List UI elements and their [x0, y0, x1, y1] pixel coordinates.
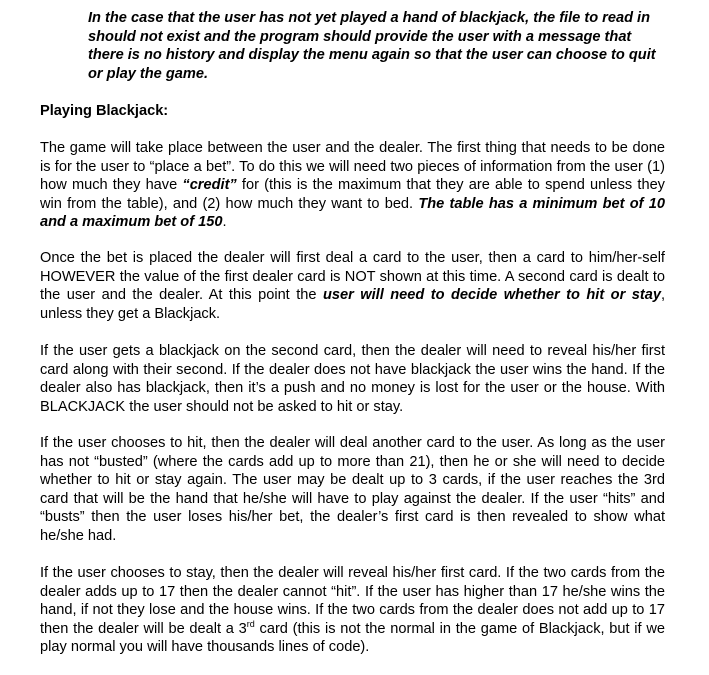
p5-text-a: If the user chooses to stay, then the dealer will reveal his/her first card. If the two cards from the dealer adds up to 17 then the dealer cannot “hit”. If the user has higher than 17 he/she wins the hand, if not they lose and the house wins. If the two cards from the dealer does not add up to 17 then the dealer will be dealt a 3	[40, 565, 665, 637]
paragraph-place-bet	[40, 139, 665, 232]
p5-text-b: card (this is not the normal in the game of Blackjack, but if we play normal you will have thousands lines of code).	[40, 620, 665, 655]
paragraph-deal	[40, 249, 665, 323]
p1-table-limits-emphasis: The table has a minimum bet of 10 and a maximum bet of 150	[40, 195, 665, 230]
p1-text-a: The game will take place between the user and the dealer. The first thing that needs to be done is for the user to “place a bet”. To do this we will need two pieces of information from the user (1) how much they have	[40, 140, 665, 193]
paragraph-blackjack: If the user gets a blackjack on the second card, then the dealer will need to reveal his/her first card along with their second. If the dealer does not have blackjack the user wins the hand. If the dealer also has blackjack, then it’s a push and no money is lost for the user or the house. With BLACKJACK the user should not be asked to hit or stay.	[40, 343, 665, 415]
paragraph-stay	[40, 564, 665, 657]
p2-hit-or-stay-emphasis: user will need to decide whether to hit or stay	[322, 287, 661, 303]
p5-superscript: rd	[246, 618, 255, 629]
p1-text-c: for (this is the maximum that they are able to spend unless they win from the table), and (2) how much they want to bed.	[40, 177, 665, 212]
section-heading: Playing Blackjack:	[40, 103, 169, 119]
p1-credit-emphasis: “credit”	[182, 177, 237, 193]
intro-note: In the case that the user has not yet played a hand of blackjack, the file to read in should not exist and the program should provide the user with a message that there is no history and display the menu again so that the user can choose to quit or play the game.	[88, 10, 656, 82]
p2-text-c: , unless they get a Blackjack.	[40, 287, 666, 322]
paragraph-hit: If the user chooses to hit, then the dealer will deal another card to the user. As long as the user has not “busted” (where the cards add up to more than 21), then he or she will need to decide whether to hit or stay again. The user may be dealt up to 3 cards, if the user reaches the 3rd card that will be the hand that he/she will have to play against the dealer. If the user “hits” and “busts” then the user loses his/her bet, the dealer’s first card is then revealed to show what he/she had.	[40, 435, 665, 544]
p1-text-e: .	[222, 214, 227, 230]
p2-text-a: Once the bet is placed the dealer will first deal a card to the user, then a card to him/her-self HOWEVER the value of the first dealer card is NOT shown at this time. A second card is dealt to the user and the dealer. At this point the	[40, 250, 665, 303]
